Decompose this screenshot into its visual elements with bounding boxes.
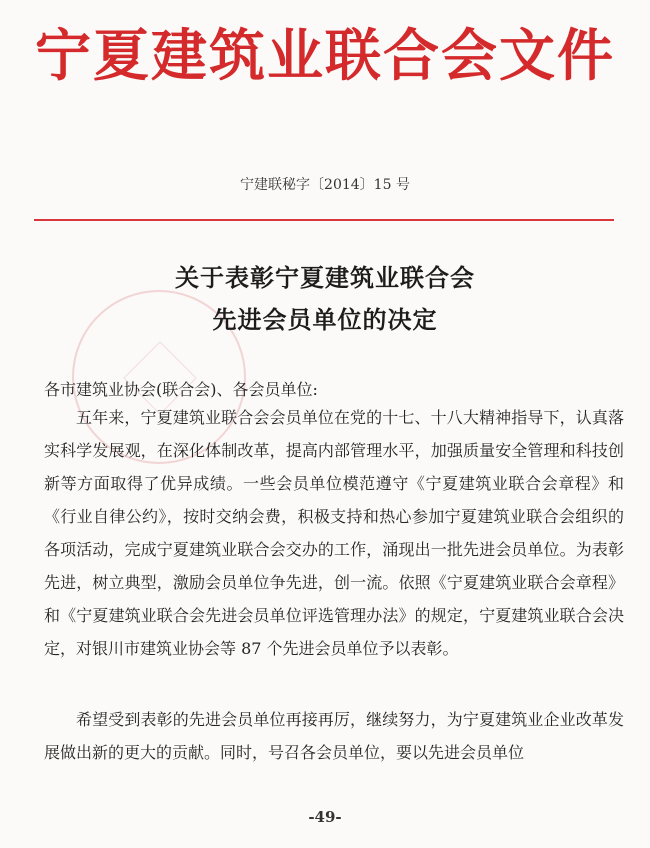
salutation: 各市建筑业协会(联合会)、各会员单位: xyxy=(44,380,318,399)
body-paragraph-1: 五年来，宁夏建筑业联合会会员单位在党的十七、十八大精神指导下，认真落实科学发展观，在深化体制改革，提高内部管理水平，加强质量安全管理和科技创新等方面取得了优异成绩。一些会员单位模范遵守《宁夏建筑业联合会章程》和《行业自律公约》，按时交纳会费，积极支持和热心参加宁夏建筑业联合会组织的各项活动，完成宁夏建筑业联合会交办的工作，涌现出一批先进会员单位。为表彰先进，树立典型，激励会员单位争先进，创一流。依照《宁夏建筑业联合会章程》和《宁夏建筑业联合会先进会员单位评选管理办法》的规定，宁夏建筑业联合会决定，对银川市建筑业协会等 87 个先进会员单位予以表彰。 xyxy=(44,408,624,658)
document-masthead: 宁夏建筑业联合会文件 xyxy=(35,23,615,89)
document-number: 宁建联秘字〔2014〕15 号 xyxy=(240,177,410,193)
red-divider xyxy=(34,219,614,221)
body-paragraph-2: 希望受到表彰的先进会员单位再接再厉，继续努力，为宁夏建筑业企业改革发展做出新的更大的贡献。同时，号召各会员单位，要以先进会员单位 xyxy=(44,710,624,762)
document-title-line-2: 先进会员单位的决定 xyxy=(212,305,438,334)
document-title-line-1: 关于表彰宁夏建筑业联合会 xyxy=(175,263,475,292)
page-number: -49- xyxy=(308,808,342,826)
